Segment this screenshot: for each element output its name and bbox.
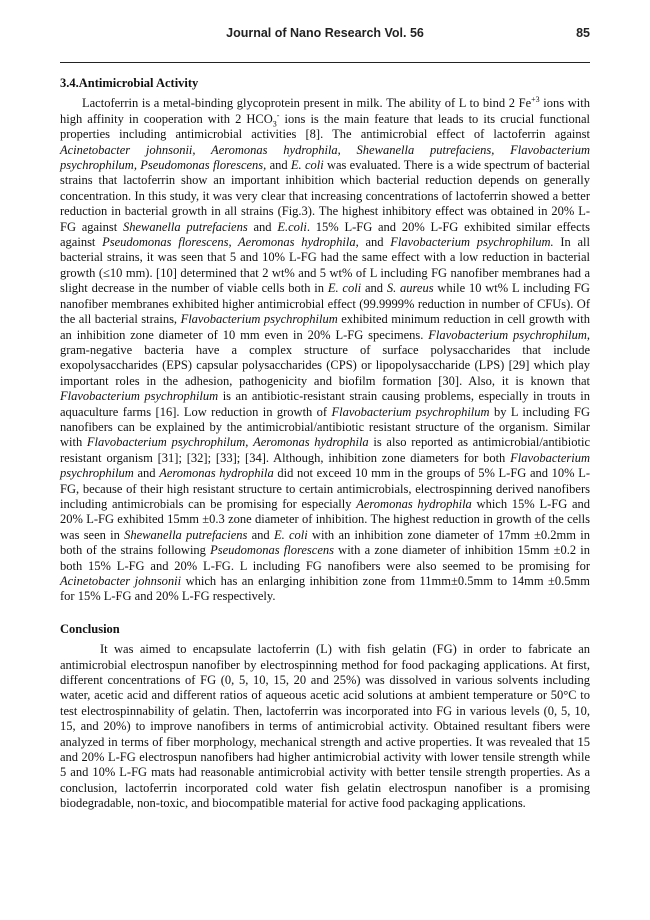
species-name: Pseudomonas florescens, Aeromonas hydrophila, — [102, 235, 359, 250]
species-name: Flavobacterium psychrophilum — [180, 312, 338, 327]
text-run: is also reported as antimicrobial/antibiotic resistant organism [31]; [32]; [33]; [34]. Although, inhibition zone diameters for both — [60, 435, 591, 465]
species-name: Shewanella putrefaciens — [124, 527, 248, 542]
header-rule — [60, 62, 590, 63]
species-name: Aeromonas hydrophila — [253, 435, 369, 450]
species-name: E. coli — [290, 158, 324, 173]
text-run: exhibited minimum reduction in cell growth with an inhibition zone diameter of 10 mm even in 20% L-FG specimens. — [60, 312, 590, 342]
text-run: did not exceed 10 mm in the groups of 5% L-FG and 10% L-FG, because of their high resistant structure to certain antimicrobials, electrospinning derived nanofibers including antimicrobials can be promising for especially — [60, 466, 590, 511]
text-run: and — [358, 235, 391, 250]
text-run: was evaluated. There is a wide spectrum of bacterial strains that lactoferrin show an important inhibition which bacterial reduction depends on generally concentration. In this study, it was very clear that increasing concentrations of lactoferrin showed a better reduction in bacterial growth in all strains (Fig.3). The highest inhibitory effect was obtained in 20% L-FG against — [60, 158, 590, 234]
species-name: Flavobacterium psychrophilum — [60, 389, 219, 404]
species-name: E. coli — [327, 281, 362, 296]
subscript: 3 — [272, 119, 277, 129]
species-name: Aeromonas hydrophila — [356, 496, 472, 511]
text-run: and — [133, 466, 160, 481]
species-name: Shewanella putrefaciens — [122, 219, 248, 234]
species-name: Acinetobacter johnsonii — [60, 574, 182, 588]
section-gap — [60, 605, 590, 622]
species-name: Flavobacterium psychrophilum — [331, 404, 490, 419]
species-name: E.coli — [277, 219, 307, 234]
text-run: and — [247, 527, 274, 542]
text-run: and — [247, 219, 278, 234]
text-run: , — [245, 435, 254, 450]
text-run: which has an enlarging inhibition zone from 11mm±0.5mm to 14mm ±0.5mm for 15% L-FG and 20% L-FG respectively. — [60, 574, 590, 604]
text-run: while 10 wt% L including FG nanofiber membranes exhibited higher antimicrobial effect (99.9999% reduction in number of CFUs). Of the all bacterial strains, — [60, 281, 590, 327]
superscript: - — [276, 110, 280, 120]
text-run: which 15% L-FG and 20% L-FG exhibited 15mm ±0.3 zone diameter of inhibition. The highest reduction in growth of the cells was seen in — [60, 496, 590, 542]
section-heading-conclusion: Conclusion — [60, 621, 120, 636]
species-name: Pseudomonas florescens — [210, 543, 334, 558]
text-run: is an antibiotic-resistant strain causing problems, especially in trouts in aquaculture farms [16]. Low reduction in growth of — [60, 389, 590, 419]
journal-title: Journal of Nano Research Vol. 56 — [226, 26, 424, 40]
text-run: with a zone diameter of inhibition 15mm ±0.2 in both 15% L-FG and 20% L-FG. L including FG nanofibers were also seemed to be promising for — [60, 543, 590, 573]
section-heading-antimicrobial: 3.4.Antimicrobial Activity — [60, 76, 199, 90]
species-name: E. coli — [273, 527, 308, 542]
superscript: +3 — [531, 95, 540, 105]
page-number: 85 — [576, 26, 590, 40]
species-name: S. aureus — [386, 281, 434, 296]
text-run: , gram-negative bacteria have a complex structure of surface polysaccharides that include exopolysaccharides (EPS) capsular polysaccharides (CPS) or lipopolysaccharide (LPS) [29] which play important roles in the adhesion, pathogenicity and biofilm formation [30]. Also, it is known that — [60, 327, 590, 388]
text-run: by L including FG nanofibers can be explained by the antimicrobial/antibiotic resistant structure of the organism. Similar with — [60, 404, 590, 450]
text-run: . 15% L-FG and 20% L-FG exhibited similar effects against — [60, 219, 590, 250]
running-header — [60, 26, 590, 46]
text-run: and — [266, 158, 291, 173]
species-name: Aeromonas hydrophila — [159, 466, 274, 481]
text-run: with an inhibition zone diameter of 17mm ±0.2mm in both of the strains following — [60, 527, 590, 558]
article-body — [60, 76, 590, 812]
conclusion-paragraph: It was aimed to encapsulate lactoferrin (L) with fish gelatin (FG) in order to fabricate an antimicrobial electrospun nanofiber by electrospinning method for food packaging applications. At first, different concentrations of FG (0, 5, 10, 15, 20 and 25%) was dissolved in various solvents including water, acetic acid and different ratios of aqueous acetic acid solutions at ambient temperature or 50°C to test electrospinnability of gelatin. Then, lactoferrin was incorporated into FG in various levels (0, 5, 10, 15, and 20%) to improve nanofibers in terms of antimicrobial activity. Obtained resultant fibers were analyzed in terms of fiber morphology, mechanical strength and active properties. It was revealed that 15 and 20% L-FG electrospun nanofibers had higher antimicrobial activity with lower tensile strength while 5 and 10% L-FG mats had reasonable antimicrobial activity with better tensile strength properties. As a conclusion, lactoferrin incorporated cold water fish gelatin electrospun nanofiber is a promising biodegradable, non-toxic, and biocompatible material for active food packaging applications. — [60, 642, 590, 811]
species-name: Acinetobacter johnsonii, Aeromonas hydrophila, Shewanella putrefaciens, Flavobacterium psychrophilum, Pseudomonas florescens, — [60, 142, 590, 173]
species-name: Flavobacterium psychrophilum — [428, 327, 587, 342]
text-run: In all bacterial strains, it was seen that 5 and 10% L-FG had the same effect with a low reduction in bacterial growth (≤10 mm). [10] determined that 2 wt% and 5 wt% of L including FG nanofiber membranes had a slight decrease in the number of viable cells both in — [60, 235, 590, 296]
species-name: Flavobacterium psychrophilum. — [390, 235, 554, 250]
species-name: Flavobacterium psychrophilum — [86, 435, 246, 450]
text-run: Lactoferrin is a metal-binding glycoprotein present in milk. The ability of L to bind 2 Fe — [82, 96, 532, 111]
antimicrobial-paragraph — [60, 96, 590, 604]
species-name: Flavobacterium psychrophilum — [60, 450, 590, 481]
text-run: and — [361, 281, 387, 296]
text-run: ions is the main feature that leads to its crucial functional properties including antimicrobial activities [8]. The antimicrobial effect of lactoferrin against — [60, 111, 590, 142]
text-run: ions with high affinity in cooperation with 2 HCO — [60, 96, 590, 126]
